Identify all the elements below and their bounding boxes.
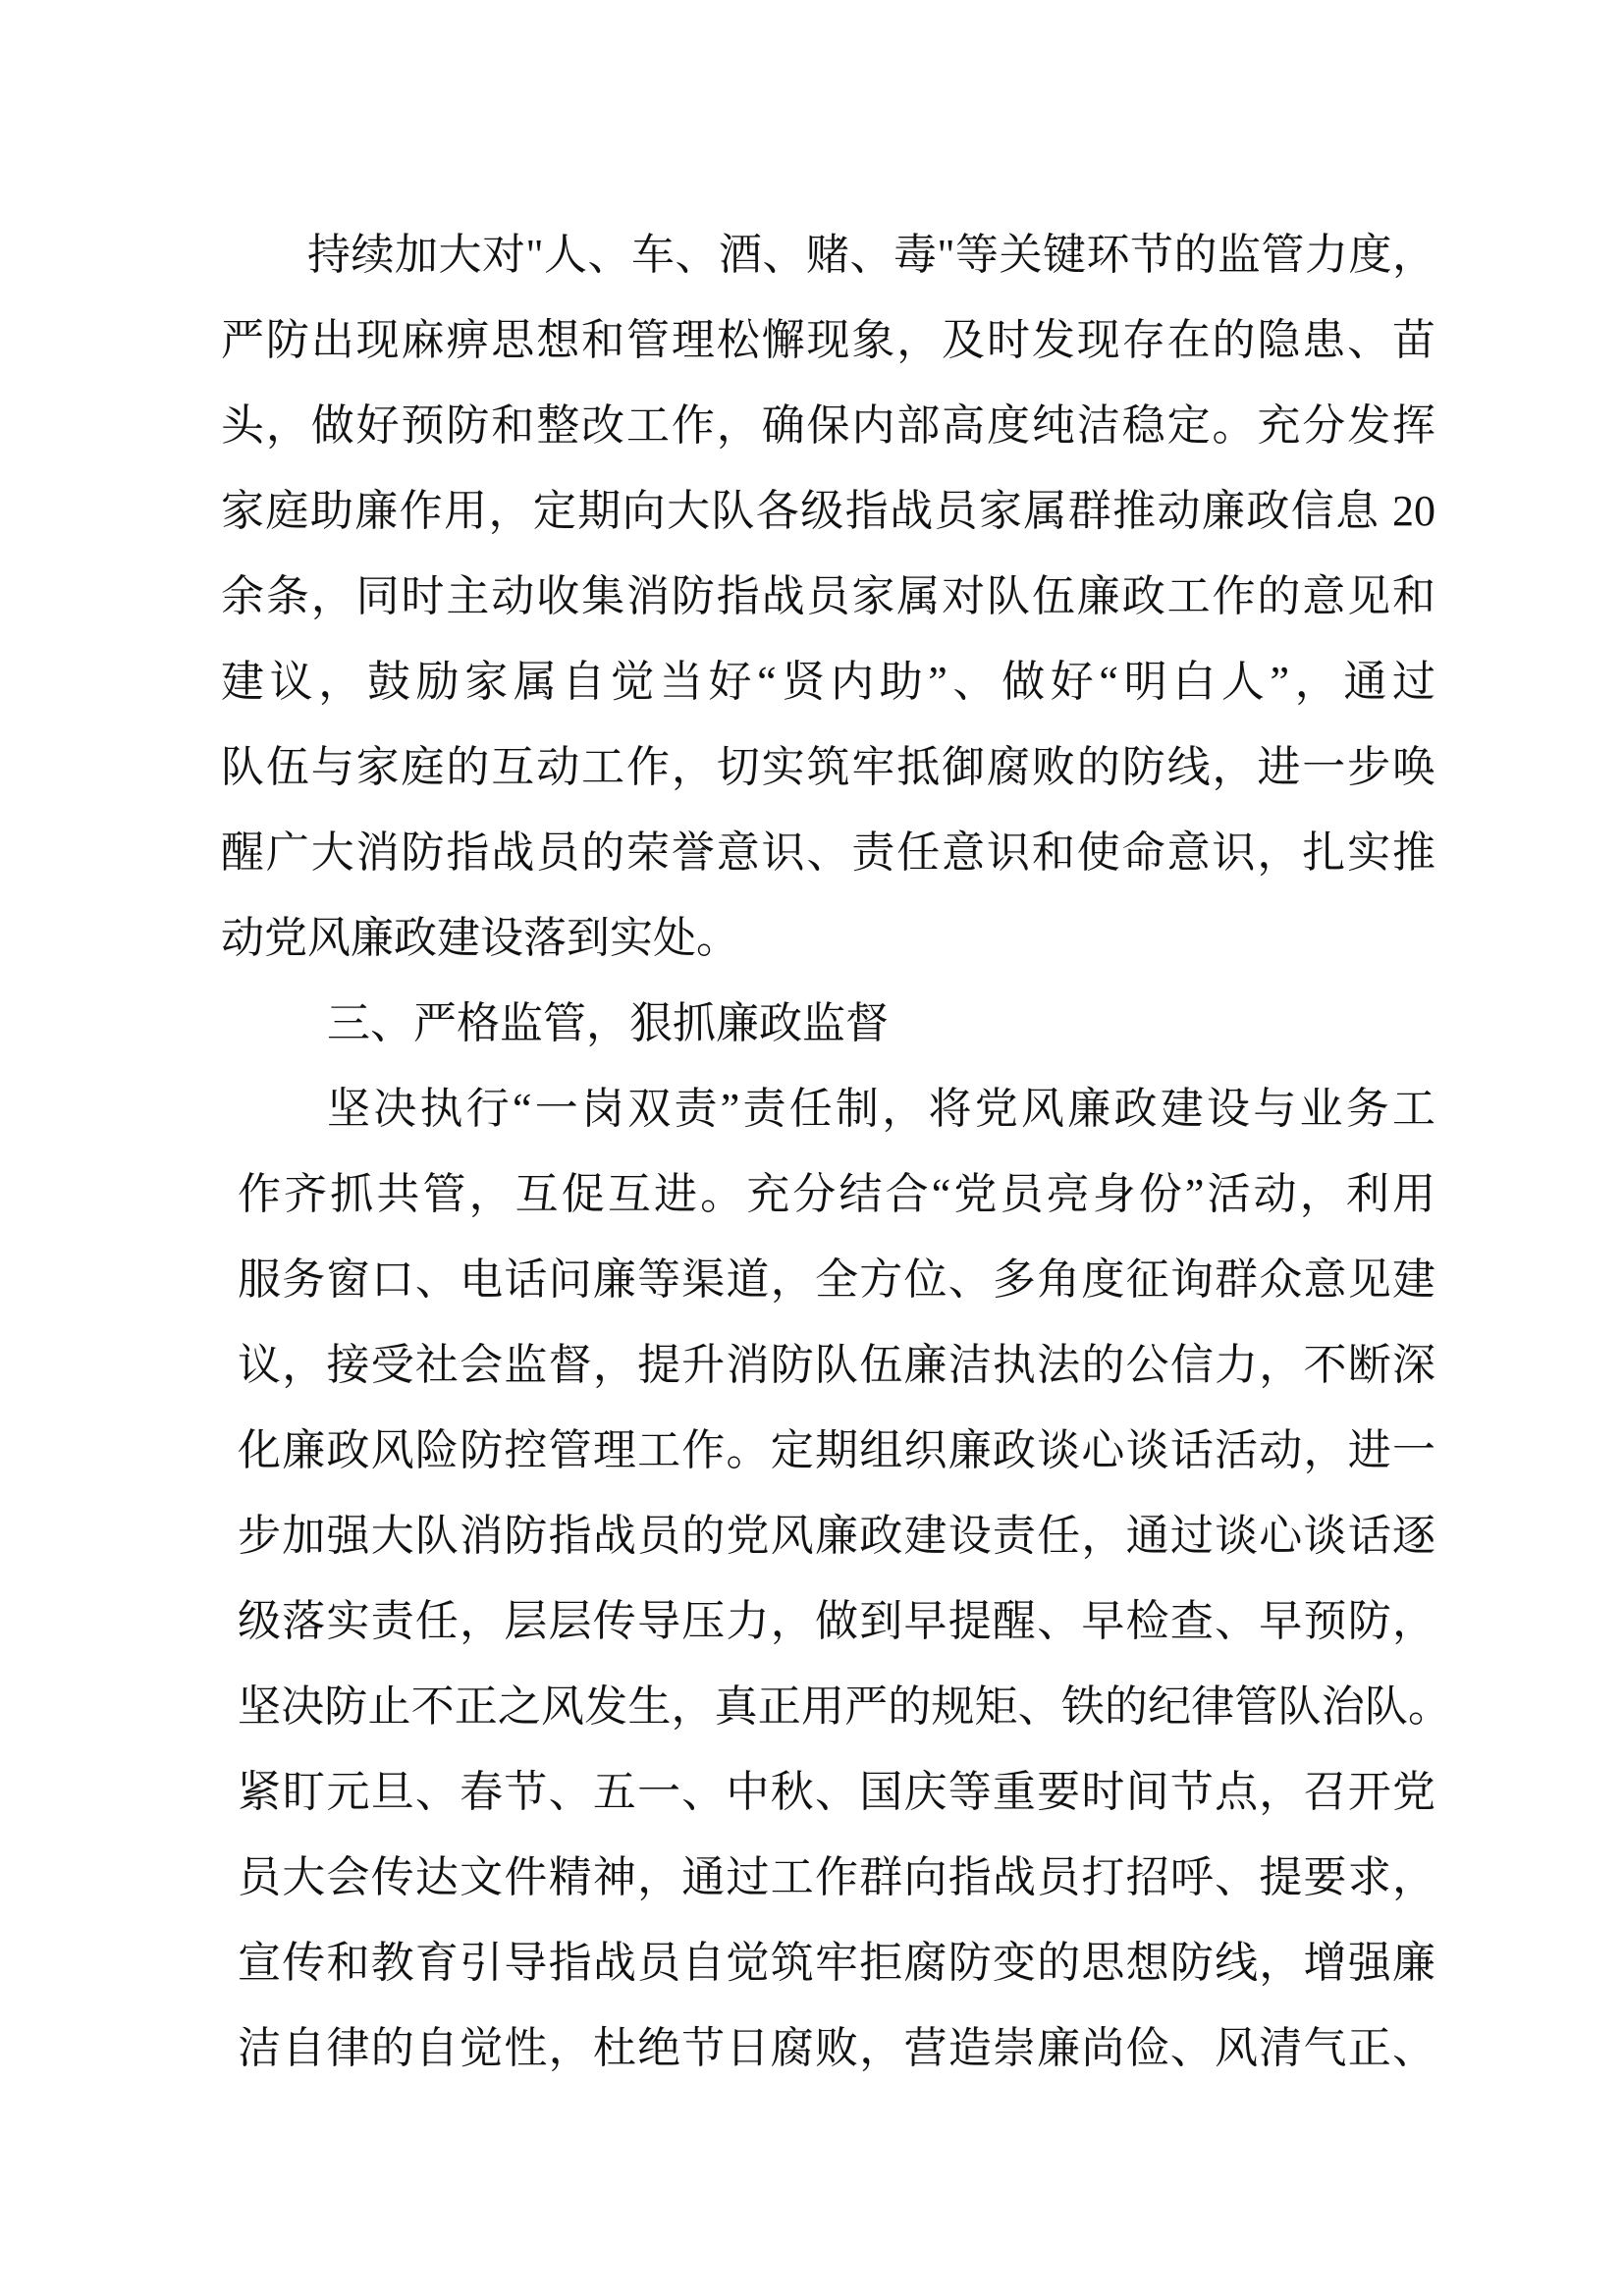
- paragraph-line: 洁自律的自觉性，杜绝节日腐败，营造崇廉尚俭、风清气正、: [238, 2024, 1435, 2072]
- paragraph-line: 动党风廉政建设落到实处。: [221, 914, 739, 962]
- paragraph-line: 宣传和教育引导指战员自觉筑牢拒腐防变的思想防线，增强廉: [238, 1939, 1435, 1987]
- paragraph-line: 持续加大对"人、车、酒、赌、毒"等关键环节的监管力度，: [307, 231, 1435, 279]
- paragraph-line: 步加强大队消防指战员的党风廉政建设责任，通过谈心谈话逐: [238, 1512, 1435, 1560]
- paragraph-line: 议，接受社会监督，提升消防队伍廉洁执法的公信力，不断深: [238, 1341, 1435, 1389]
- paragraph-line: 队伍与家庭的互动工作，切实筑牢抵御腐败的防线，进一步唤: [221, 743, 1435, 791]
- paragraph-line: 建议，鼓励家属自觉当好“贤内助”、做好“明白人”，通过: [221, 658, 1435, 706]
- section-heading: 三、严格监管，狠抓廉政监督: [327, 999, 889, 1047]
- paragraph-line: 作齐抓共管，互促互进。充分结合“党员亮身份”活动，利用: [238, 1170, 1435, 1218]
- paragraph-line: 头，做好预防和整改工作，确保内部高度纯洁稳定。充分发挥: [221, 401, 1435, 450]
- paragraph-line: 家庭助廉作用，定期向大队各级指战员家属群推动廉政信息 20: [221, 487, 1435, 535]
- paragraph-line: 级落实责任，层层传导压力，做到早提醒、早检查、早预防，: [238, 1597, 1435, 1645]
- paragraph-line: 紧盯元旦、春节、五一、中秋、国庆等重要时间节点，召开党: [238, 1768, 1435, 1816]
- paragraph-line: 严防出现麻痹思想和管理松懈现象，及时发现存在的隐患、苗: [221, 316, 1435, 364]
- paragraph-line: 坚决防止不正之风发生，真正用严的规矩、铁的纪律管队治队。: [238, 1682, 1451, 1731]
- paragraph-line: 化廉政风险防控管理工作。定期组织廉政谈心谈话活动，进一: [238, 1426, 1435, 1474]
- paragraph-line: 坚决执行“一岗双责”责任制，将党风廉政建设与业务工: [327, 1085, 1435, 1133]
- paragraph-line: 醒广大消防指战员的荣誉意识、责任意识和使命意识，扎实推: [221, 828, 1435, 877]
- paragraph-line: 服务窗口、电话问廉等渠道，全方位、多角度征询群众意见建: [238, 1255, 1435, 1304]
- paragraph-line: 余条，同时主动收集消防指战员家属对队伍廉政工作的意见和: [221, 572, 1435, 620]
- paragraph-line: 员大会传达文件精神，通过工作群向指战员打招呼、提要求，: [238, 1853, 1435, 1901]
